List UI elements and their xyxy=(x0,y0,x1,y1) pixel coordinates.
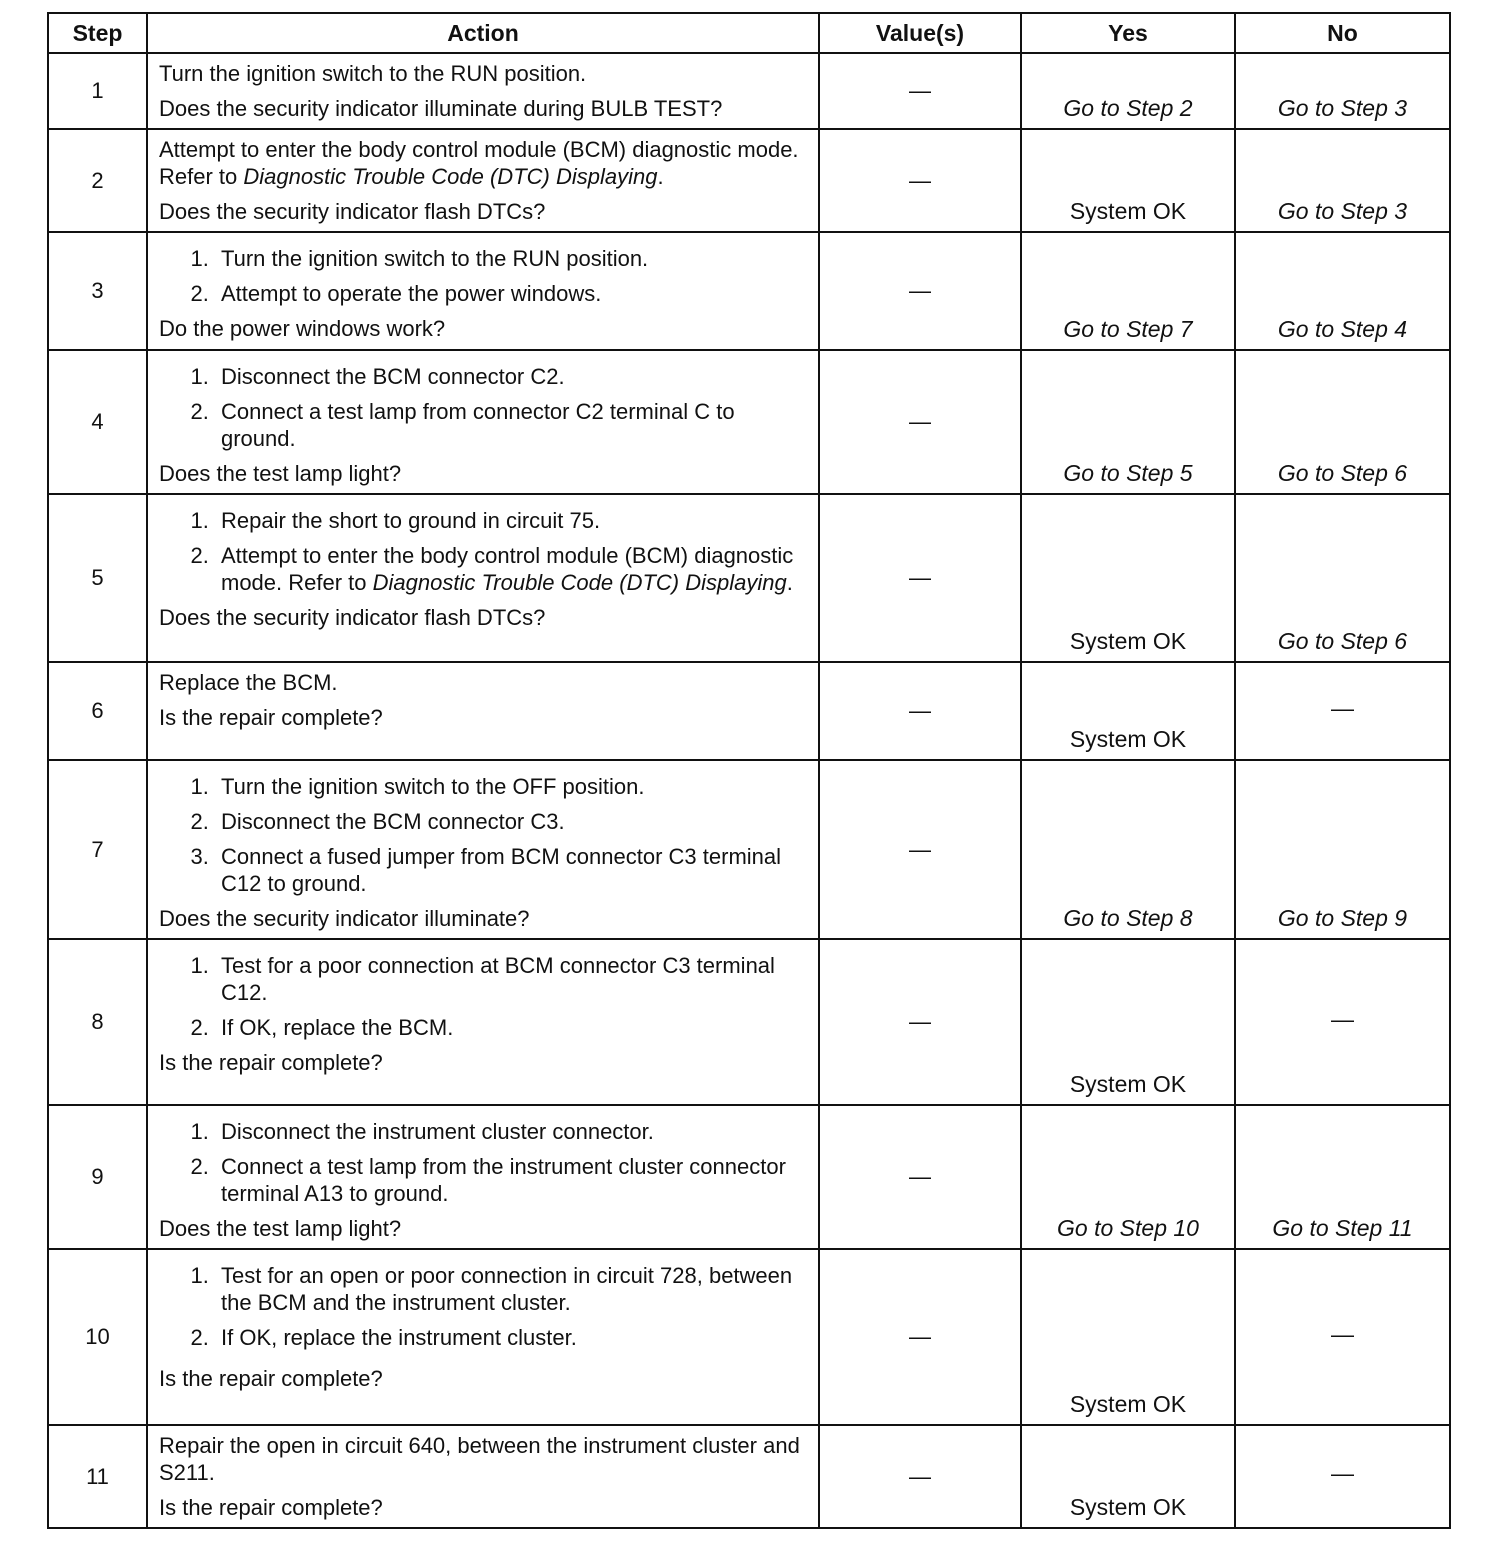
action-step-item: 2. Attempt to operate the power windows. xyxy=(215,280,808,307)
action-question: Is the repair complete? xyxy=(159,705,383,730)
action-step-item: 1. Repair the short to ground in circuit 75. xyxy=(215,507,808,534)
no-result: — xyxy=(1235,939,1450,1105)
table-row xyxy=(48,350,1450,494)
header-row xyxy=(48,13,1450,53)
value-cell: — xyxy=(819,232,1021,350)
action-cell xyxy=(147,939,819,1105)
diagnostic-table xyxy=(47,12,1451,1529)
table-row xyxy=(48,662,1450,760)
action-step-item: 2. Disconnect the BCM connector C3. xyxy=(215,808,808,835)
step-number: 10 xyxy=(48,1249,147,1425)
value-cell: — xyxy=(819,494,1021,662)
action-steps xyxy=(159,952,808,1041)
step-number: 7 xyxy=(48,760,147,939)
yes-result: System OK xyxy=(1021,939,1235,1105)
header-action: Action xyxy=(147,13,819,53)
value-cell: — xyxy=(819,662,1021,760)
action-text-end: . xyxy=(657,164,664,189)
action-question: Does the security indicator illuminate? xyxy=(159,906,530,931)
action-cell xyxy=(147,232,819,350)
step-number: 3 xyxy=(48,232,147,350)
no-result: — xyxy=(1235,1425,1450,1528)
action-steps xyxy=(159,1262,808,1351)
action-step-item xyxy=(215,542,808,596)
table-row xyxy=(48,53,1450,129)
action-step-item: 2. If OK, replace the instrument cluster. xyxy=(215,1324,808,1351)
no-result: Go to Step 11 xyxy=(1235,1105,1450,1249)
action-question: Does the security indicator flash DTCs? xyxy=(159,199,546,224)
header-no: No xyxy=(1235,13,1450,53)
yes-result: Go to Step 10 xyxy=(1021,1105,1235,1249)
action-text-part: Attempt to enter the body control module (BCM) diagnostic mode. Refer to xyxy=(159,137,799,189)
table-row xyxy=(48,1249,1450,1425)
yes-result: Go to Step 5 xyxy=(1021,350,1235,494)
no-result: Go to Step 3 xyxy=(1235,53,1450,129)
no-result: Go to Step 6 xyxy=(1235,350,1450,494)
action-steps xyxy=(159,507,808,596)
value-cell: — xyxy=(819,939,1021,1105)
action-step-item: 1. Test for a poor connection at BCM connector C3 terminal C12. xyxy=(215,952,808,1006)
action-cell xyxy=(147,494,819,662)
action-cell xyxy=(147,1105,819,1249)
yes-result: System OK xyxy=(1021,129,1235,232)
action-cell xyxy=(147,1249,819,1425)
no-result: Go to Step 4 xyxy=(1235,232,1450,350)
action-question: Do the power windows work? xyxy=(159,316,446,341)
value-cell: — xyxy=(819,1425,1021,1528)
action-cell xyxy=(147,350,819,494)
step-number: 4 xyxy=(48,350,147,494)
reference-link-text: Diagnostic Trouble Code (DTC) Displaying xyxy=(372,570,787,595)
yes-result: System OK xyxy=(1021,494,1235,662)
action-cell xyxy=(147,760,819,939)
table-row xyxy=(48,1105,1450,1249)
step-number: 2 xyxy=(48,129,147,232)
action-step-item: 2. Connect a test lamp from the instrument cluster connector terminal A13 to ground. xyxy=(215,1153,808,1207)
yes-result: System OK xyxy=(1021,1249,1235,1425)
action-text: Repair the open in circuit 640, between the instrument cluster and S211. xyxy=(159,1433,800,1485)
action-question: Does the test lamp light? xyxy=(159,461,402,486)
action-question: Is the repair complete? xyxy=(159,1366,383,1391)
action-text xyxy=(159,136,808,190)
yes-result: System OK xyxy=(1021,1425,1235,1528)
action-cell xyxy=(147,53,819,129)
action-steps xyxy=(159,245,808,307)
action-text: Replace the BCM. xyxy=(159,670,338,695)
action-steps xyxy=(159,1118,808,1207)
action-step-item: 2. If OK, replace the BCM. xyxy=(215,1014,808,1041)
action-step-item: 2. Connect a test lamp from connector C2 terminal C to ground. xyxy=(215,398,808,452)
action-text-end: . xyxy=(786,570,793,595)
table-row xyxy=(48,494,1450,662)
table-row xyxy=(48,232,1450,350)
header-yes: Yes xyxy=(1021,13,1235,53)
table-row xyxy=(48,129,1450,232)
action-question: Does the security indicator illuminate during BULB TEST? xyxy=(159,96,723,121)
action-question: Is the repair complete? xyxy=(159,1495,383,1520)
step-number: 1 xyxy=(48,53,147,129)
action-cell xyxy=(147,1425,819,1528)
value-cell: — xyxy=(819,350,1021,494)
action-question: Does the security indicator flash DTCs? xyxy=(159,605,546,630)
table-row xyxy=(48,939,1450,1105)
yes-result: Go to Step 2 xyxy=(1021,53,1235,129)
no-result: Go to Step 9 xyxy=(1235,760,1450,939)
step-number: 5 xyxy=(48,494,147,662)
action-cell xyxy=(147,129,819,232)
step-number: 9 xyxy=(48,1105,147,1249)
reference-link-text: Diagnostic Trouble Code (DTC) Displaying xyxy=(243,164,658,189)
no-result: Go to Step 3 xyxy=(1235,129,1450,232)
action-step-item: 1. Test for an open or poor connection in circuit 728, between the BCM and the instrument cluster. xyxy=(215,1262,808,1316)
action-text: Turn the ignition switch to the RUN position. xyxy=(159,61,587,86)
action-steps xyxy=(159,363,808,452)
action-question: Does the test lamp light? xyxy=(159,1216,402,1241)
step-number: 6 xyxy=(48,662,147,760)
action-step-item: 1. Turn the ignition switch to the RUN position. xyxy=(215,245,808,272)
action-text-part: Attempt to enter the body control module (BCM) diagnostic mode. Refer to xyxy=(221,543,794,595)
value-cell: — xyxy=(819,129,1021,232)
yes-result: System OK xyxy=(1021,662,1235,760)
value-cell: — xyxy=(819,1105,1021,1249)
action-step-item: 1. Disconnect the BCM connector C2. xyxy=(215,363,808,390)
action-cell xyxy=(147,662,819,760)
step-number: 8 xyxy=(48,939,147,1105)
no-result: Go to Step 6 xyxy=(1235,494,1450,662)
header-values: Value(s) xyxy=(819,13,1021,53)
yes-result: Go to Step 7 xyxy=(1021,232,1235,350)
value-cell: — xyxy=(819,760,1021,939)
table-row xyxy=(48,1425,1450,1528)
value-cell: — xyxy=(819,1249,1021,1425)
step-number: 11 xyxy=(48,1425,147,1528)
table-row xyxy=(48,760,1450,939)
action-step-item: 1. Disconnect the instrument cluster connector. xyxy=(215,1118,808,1145)
action-question: Is the repair complete? xyxy=(159,1050,383,1075)
action-steps xyxy=(159,773,808,897)
no-result: — xyxy=(1235,662,1450,760)
action-step-item: 1. Turn the ignition switch to the OFF position. xyxy=(215,773,808,800)
header-step: Step xyxy=(48,13,147,53)
action-step-item: 3. Connect a fused jumper from BCM connector C3 terminal C12 to ground. xyxy=(215,843,808,897)
yes-result: Go to Step 8 xyxy=(1021,760,1235,939)
no-result: — xyxy=(1235,1249,1450,1425)
value-cell: — xyxy=(819,53,1021,129)
